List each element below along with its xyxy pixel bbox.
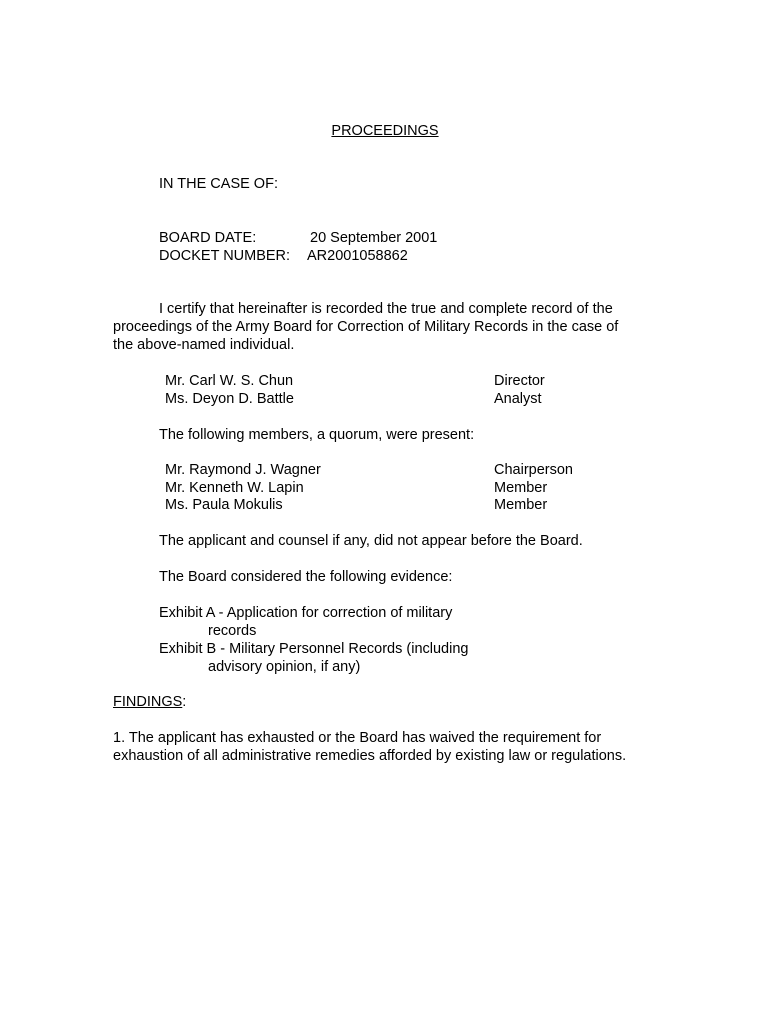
certification-line-1: I certify that hereinafter is recorded the true and complete record of the xyxy=(159,301,613,317)
board-date-label: BOARD DATE: xyxy=(159,230,257,246)
staff-name: Mr. Carl W. S. Chun xyxy=(165,373,294,389)
page-title: PROCEEDINGS xyxy=(331,123,439,139)
staff-role: Analyst xyxy=(494,391,542,407)
board-date-value: 20 September 2001 xyxy=(310,230,438,246)
findings-colon: : xyxy=(182,694,187,710)
exhibit-a-continued: records xyxy=(208,623,257,639)
docket-number-value: AR2001058862 xyxy=(307,248,408,264)
case-heading: IN THE CASE OF: xyxy=(159,176,278,192)
exhibit-b: Exhibit B - Military Personnel Records (including xyxy=(159,641,469,657)
findings-heading-row xyxy=(113,693,186,711)
member-name: Mr. Kenneth W. Lapin xyxy=(165,480,304,496)
evidence-statement: The Board considered the following evidence: xyxy=(159,569,453,585)
certification-line-3: the above-named individual. xyxy=(113,337,295,353)
findings-heading: FINDINGS xyxy=(113,694,183,710)
certification-line-2: proceedings of the Army Board for Correction of Military Records in the case of xyxy=(113,319,619,335)
quorum-statement: The following members, a quorum, were present: xyxy=(159,427,475,443)
member-role: Member xyxy=(494,497,548,513)
appearance-statement: The applicant and counsel if any, did not appear before the Board. xyxy=(159,533,583,549)
docket-number-label: DOCKET NUMBER: xyxy=(159,248,291,264)
exhibit-a: Exhibit A - Application for correction of military xyxy=(159,605,453,621)
staff-role: Director xyxy=(494,373,545,389)
member-name: Mr. Raymond J. Wagner xyxy=(165,462,321,478)
finding-1-line-2: exhaustion of all administrative remedies afforded by existing law or regulations. xyxy=(113,748,627,764)
member-role: Member xyxy=(494,480,548,496)
finding-1-line-1: 1. The applicant has exhausted or the Board has waived the requirement for xyxy=(113,730,602,746)
member-role: Chairperson xyxy=(494,462,573,478)
member-name: Ms. Paula Mokulis xyxy=(165,497,283,513)
staff-name: Ms. Deyon D. Battle xyxy=(165,391,294,407)
exhibit-b-continued: advisory opinion, if any) xyxy=(208,659,361,675)
